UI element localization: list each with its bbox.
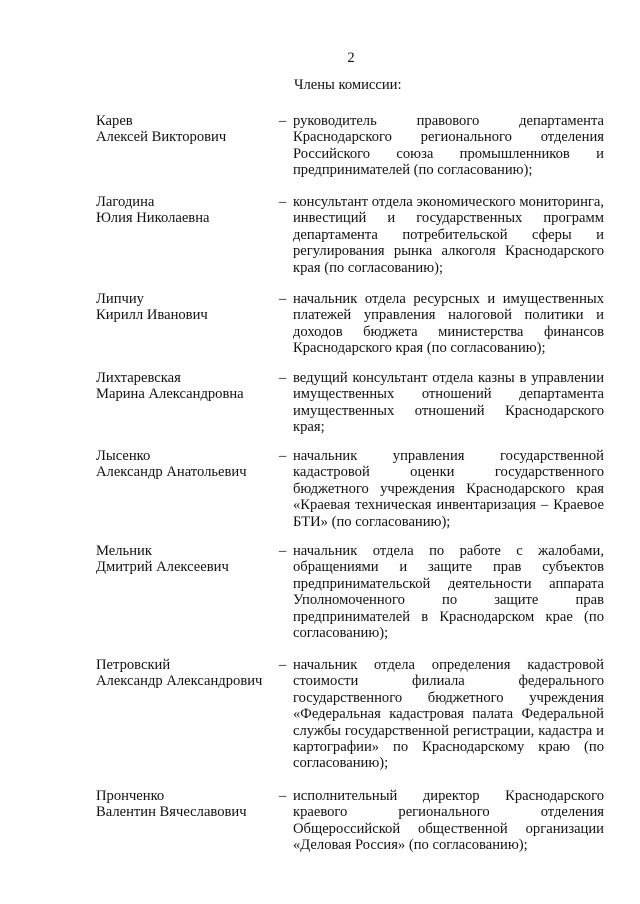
member-surname: Пронченко (96, 788, 165, 804)
member-surname: Лысенко (96, 448, 151, 464)
member-role: начальник отдела по работе с жалобами, обращениями и защите прав субъектов предпринимательской деятельности аппарата Уполномоченного по защите прав предпринимателей в Краснодарском крае (по согласованию); (293, 543, 604, 642)
member-surname: Липчиу (96, 291, 144, 307)
member-name (96, 113, 276, 146)
member-role: начальник отдела ресурсных и имущественных платежей управления налоговой политики и доходов бюджета министерства финансов Краснодарского края (по согласованию); (293, 291, 604, 357)
member-role: начальник отдела определения кадастровой стоимости филиала федерального государственного бюджетного учреждения «Федеральная кадастровая палата Федеральной службы государственной регистрации, кадастра и картографии» по Краснодарскому краю (по согласованию); (293, 657, 604, 772)
member-given-names: Алексей Викторович (96, 129, 227, 146)
member-name (96, 657, 276, 690)
member-given-names: Юлия Николаевна (96, 210, 210, 227)
member-role: ведущий консультант отдела казны в управлении имущественных отношений департамента имущественных отношений Краснодарского края; (293, 370, 604, 436)
member-surname: Петровский (96, 657, 171, 673)
member-surname: Лихтаревская (96, 370, 181, 386)
dash: – (279, 194, 287, 210)
member-name (96, 543, 276, 576)
member-given-names: Дмитрий Алексеевич (96, 559, 229, 576)
member-name (96, 194, 276, 227)
member-given-names: Валентин Вячеславович (96, 804, 247, 821)
member-given-names: Марина Александровна (96, 386, 244, 403)
dash: – (279, 291, 287, 307)
dash: – (279, 657, 287, 673)
member-name (96, 291, 276, 324)
dash: – (279, 788, 287, 804)
member-name (96, 370, 276, 403)
member-surname: Лагодина (96, 194, 155, 210)
member-name (96, 788, 276, 821)
dash: – (279, 370, 287, 386)
dash: – (279, 448, 287, 464)
member-role: исполнительный директор Краснодарского краевого регионального отделения Общероссийской общественной организации «Деловая Россия» (по согласованию); (293, 788, 604, 854)
page-number: 2 (347, 50, 355, 66)
section-heading: Члены комиссии: (294, 77, 402, 93)
member-given-names: Александр Анатольевич (96, 464, 247, 481)
dash: – (279, 543, 287, 559)
member-name (96, 448, 276, 481)
member-surname: Мельник (96, 543, 152, 559)
member-given-names: Кирилл Иванович (96, 307, 208, 324)
member-surname: Карев (96, 113, 133, 129)
member-role: консультант отдела экономического мониторинга, инвестиций и государственных программ департамента потребительской сферы и регулирования рынка алкоголя Краснодарского края (по согласованию); (293, 194, 604, 276)
member-role: руководитель правового департамента Краснодарского регионального отделения Российского союза промышленников и предпринимателей (по согласованию); (293, 113, 604, 179)
dash: – (279, 113, 287, 129)
member-role: начальник управления государственной кадастровой оценки государственного бюджетного учреждения Краснодарского края «Краевая техническая инвентаризация – Краевое БТИ» (по согласованию); (293, 448, 604, 530)
member-given-names: Александр Александрович (96, 673, 263, 690)
